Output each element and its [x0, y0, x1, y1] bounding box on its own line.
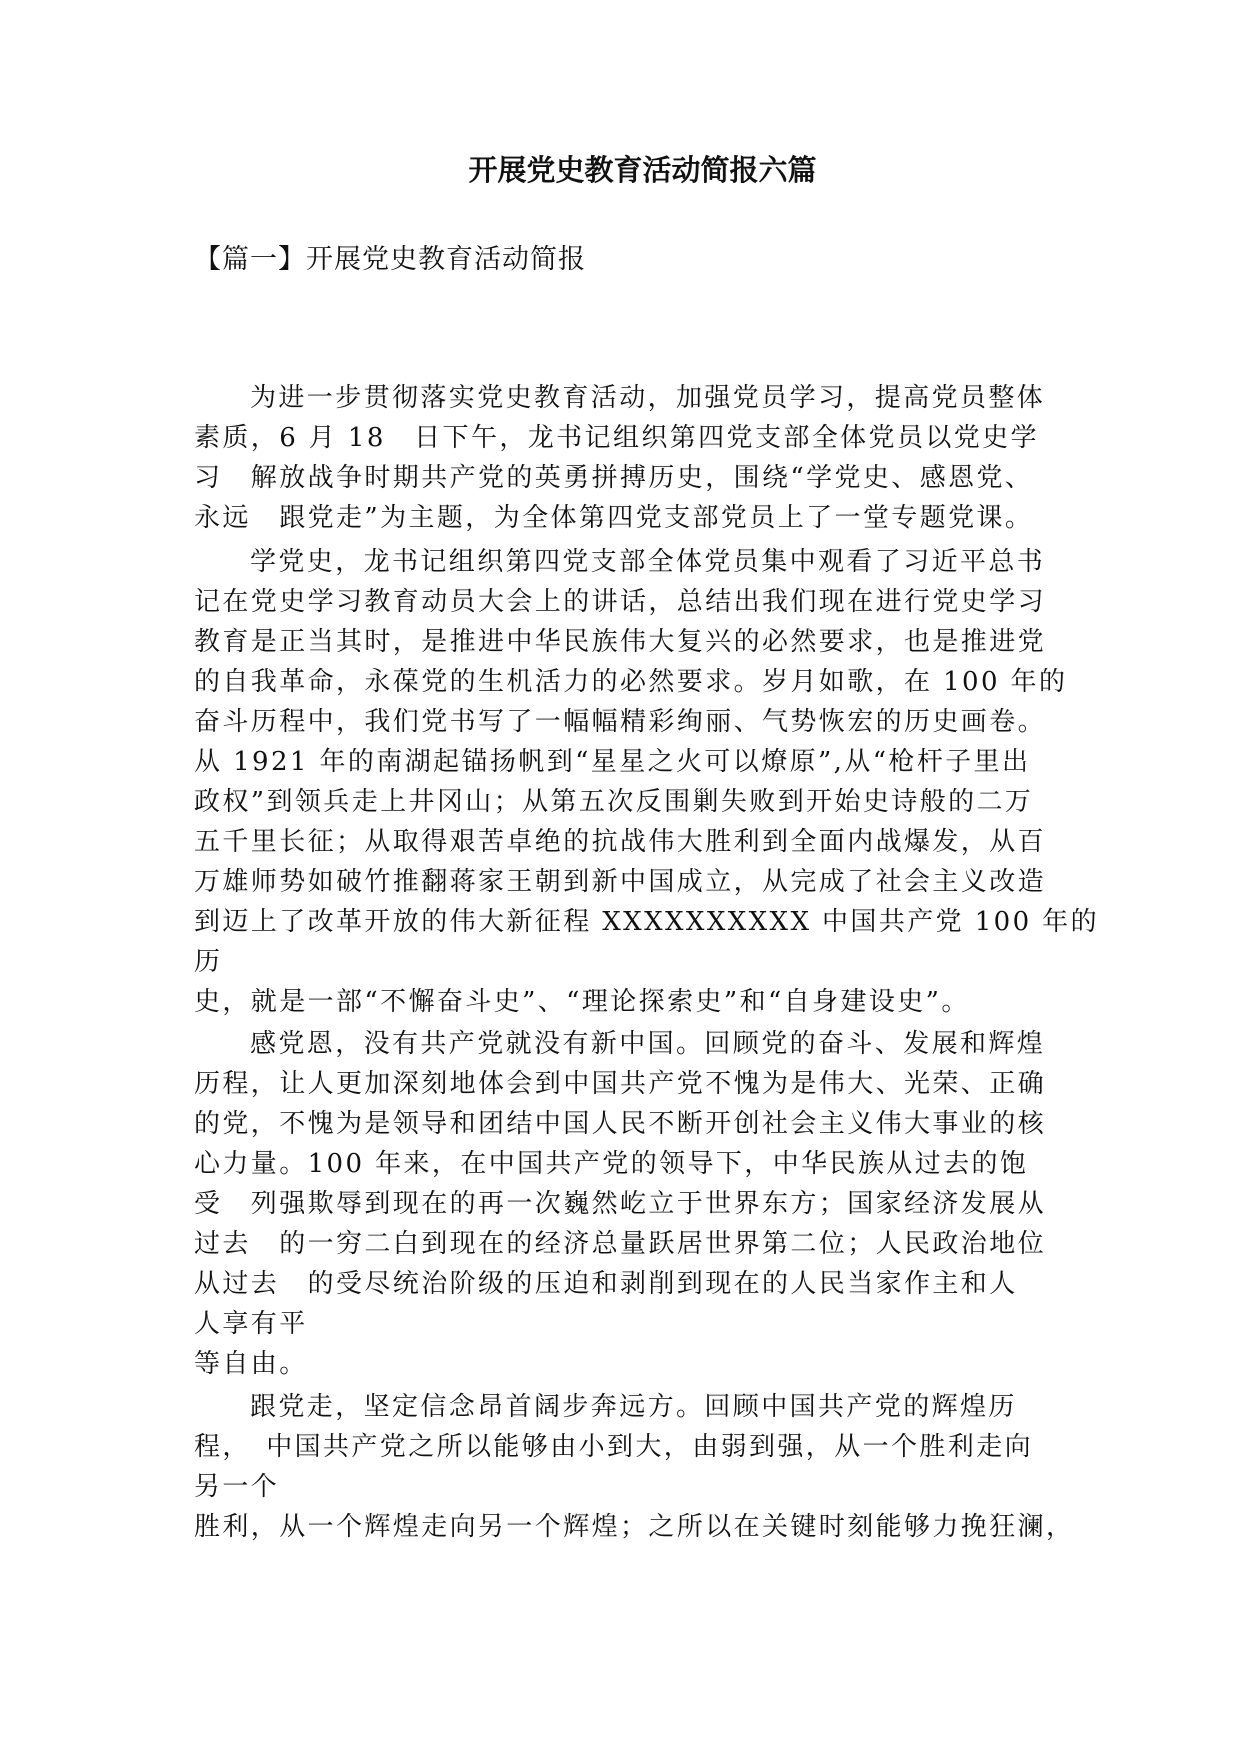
paragraph-line: 另一个 — [194, 1472, 280, 1502]
paragraph-line: 程， 中国共产党之所以能够由小到大，由弱到强，从一个胜利走向 — [194, 1432, 1034, 1462]
paragraph-line: 受 列强欺辱到现在的再一次巍然屹立于世界东方；国家经济发展从 — [194, 1189, 1047, 1219]
paragraph-line: 等自由。 — [194, 1349, 308, 1379]
paragraph-line: 的自我革命，永葆党的生机活力的必然要求。岁月如歌，在 100 年的 — [194, 667, 1068, 697]
paragraph-line: 教育是正当其时，是推进中华民族伟大复兴的必然要求，也是推进党 — [194, 627, 1047, 657]
paragraph-line: 人享有平 — [194, 1309, 308, 1339]
paragraph-line: 感党恩，没有共产党就没有新中国。回顾党的奋斗、发展和辉煌 — [250, 1029, 1046, 1059]
paragraph-line: 为进一步贯彻落实党史教育活动，加强党员学习，提高党员整体 — [250, 383, 1046, 413]
paragraph-1 — [194, 378, 1064, 538]
paragraph-line: 心力量。100 年来，在中国共产党的领导下，中华民族从过去的饱 — [194, 1149, 1029, 1179]
paragraph-line: 的党，不愧为是领导和团结中国人民不断开创社会主义伟大事业的核 — [194, 1109, 1047, 1139]
paragraph-line: 素质，6 月 18 日下午，龙书记组织第四党支部全体党员以党史学 — [194, 423, 1039, 453]
paragraph-line: 从过去 的受尽统治阶级的压迫和剥削到现在的人民当家作主和人 — [194, 1269, 1018, 1299]
section-heading: 【篇一】开展党史教育活动简报 — [194, 244, 586, 275]
paragraph-line: 过去 的一穷二白到现在的经济总量跃居世界第二位；人民政治地位 — [194, 1229, 1047, 1259]
document-title: 开展党史教育活动简报六篇 — [468, 153, 817, 187]
paragraph-line: 历程，让人更加深刻地体会到中国共产党不愧为是伟大、光荣、正确 — [194, 1069, 1047, 1099]
paragraph-line: 胜利，从一个辉煌走向另一个辉煌；之所以在关键时刻能够力挽狂澜， — [194, 1512, 1075, 1542]
paragraph-line: 从 1921 年的南湖起锚扬帆到“星星之火可以燎原”,从“枪杆子里出 — [194, 747, 1031, 777]
paragraph-4 — [194, 1387, 1075, 1547]
paragraph-line: 记在党史学习教育动员大会上的讲话，总结出我们现在进行党史学习 — [194, 587, 1047, 617]
paragraph-line: 奋斗历程中，我们党书写了一幅幅精彩绚丽、气势恢宏的历史画卷。 — [194, 707, 1047, 737]
paragraph-2 — [194, 542, 1099, 1022]
paragraph-line: 跟党走，坚定信念昂首阔步奔远方。回顾中国共产党的辉煌历 — [250, 1392, 1017, 1422]
paragraph-line: 五千里长征；从取得艰苦卓绝的抗战伟大胜利到全面内战爆发，从百 — [194, 827, 1047, 857]
paragraph-3 — [194, 1024, 1064, 1384]
paragraph-line: 习 解放战争时期共产党的英勇拼搏历史，围绕“学党史、感恩党、 — [194, 463, 1034, 493]
paragraph-line: 学党史，龙书记组织第四党支部全体党员集中观看了习近平总书 — [250, 547, 1046, 577]
paragraph-line: 永远 跟党走”为主题，为全体第四党支部党员上了一堂专题党课。 — [194, 503, 1034, 533]
paragraph-line: 万雄师势如破竹推翻蒋家王朝到新中国成立，从完成了社会主义改造 — [194, 867, 1047, 897]
paragraph-line: 政权”到领兵走上井冈山；从第五次反围剿失败到开始史诗般的二万 — [194, 787, 1034, 817]
paragraph-line: 历 — [194, 947, 223, 977]
paragraph-line: 到迈上了改革开放的伟大新征程 XXXXXXXXXX 中国共产党 100 年的 — [194, 907, 1099, 937]
paragraph-line: 史，就是一部“不懈奋斗史”、“理论探索史”和“自身建设史”。 — [194, 987, 970, 1017]
